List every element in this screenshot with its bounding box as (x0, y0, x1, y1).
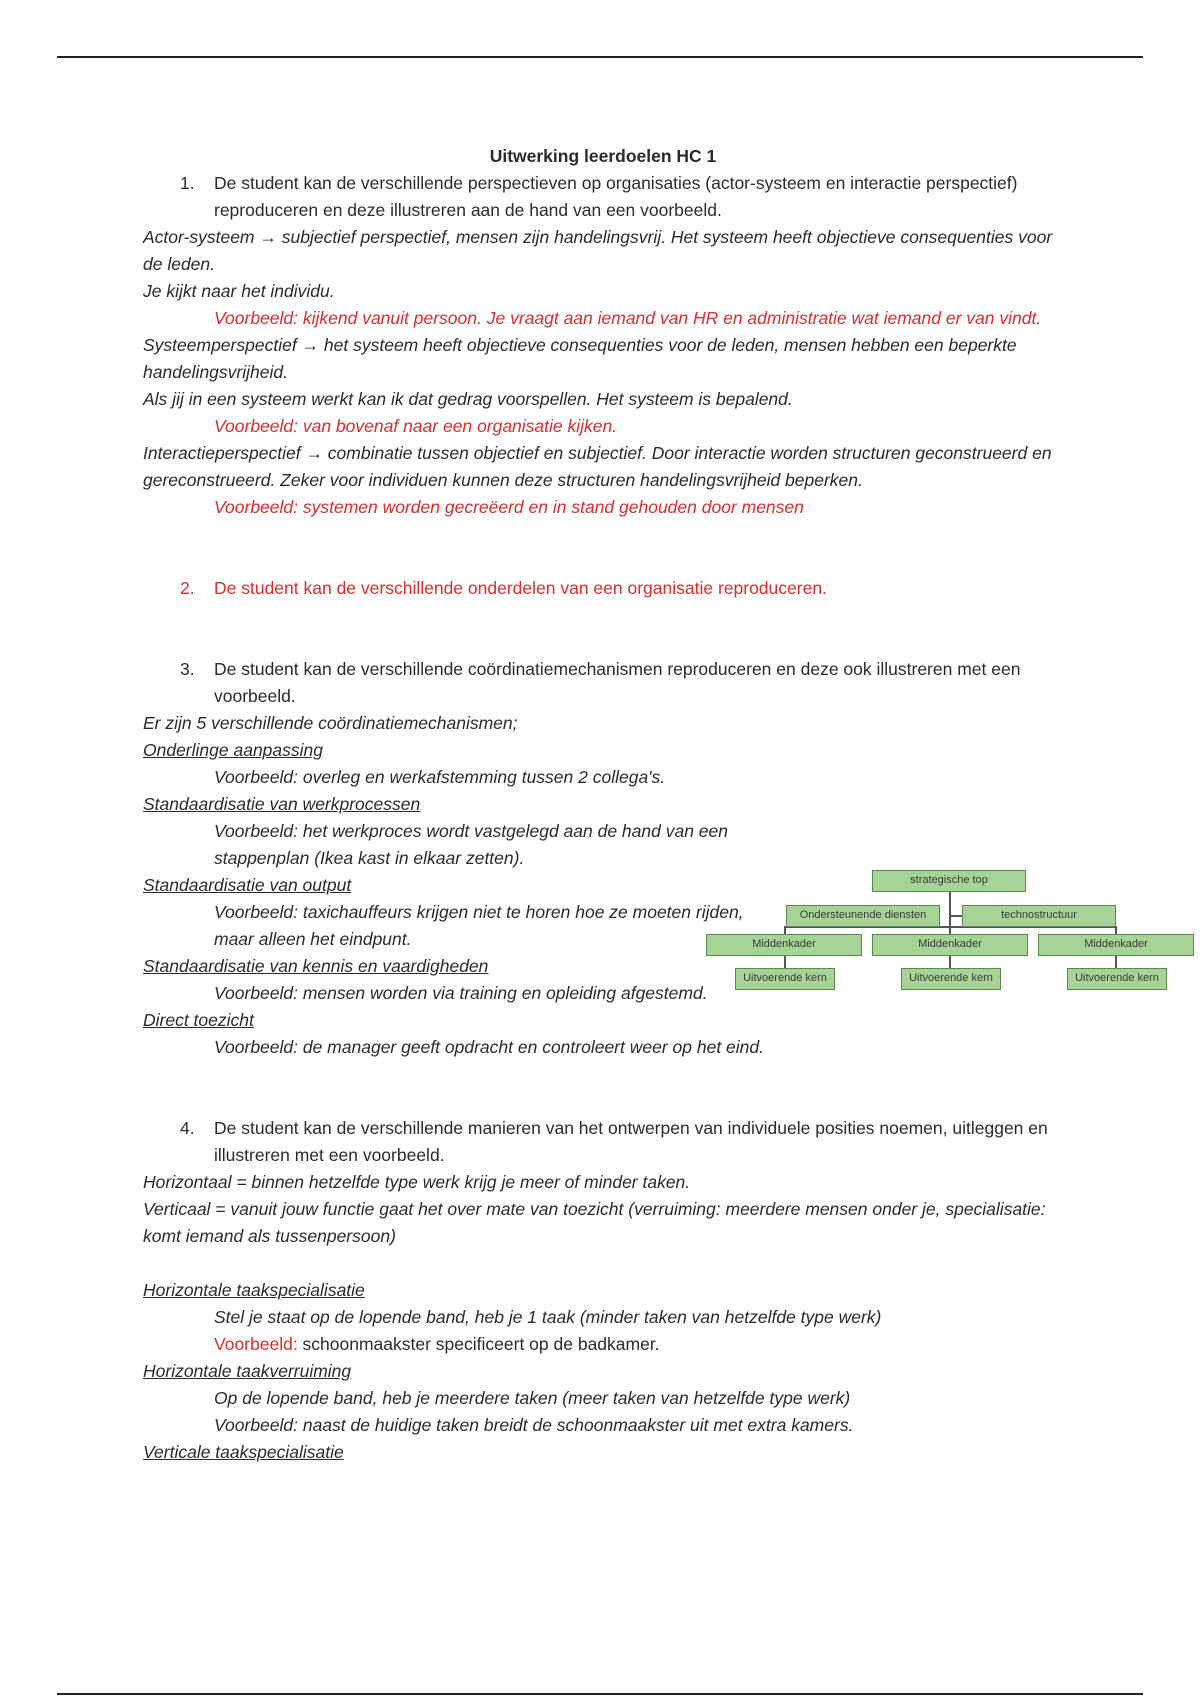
coordination-intro: Er zijn 5 verschillende coördinatiemechanismen; (143, 713, 518, 733)
example-label: Voorbeeld: (214, 1334, 298, 1354)
org-box-operating-core: Uitvoerende kern (901, 968, 1001, 990)
mechanism-example: Voorbeeld: de manager geeft opdracht en controleert weer op het eind. (214, 1037, 764, 1057)
design-heading: Horizontale taakspecialisatie (143, 1280, 365, 1300)
interaction-perspective-paragraph: Interactieperspectief → combinatie tussen objectief en subjectief. Door interactie worden structuren geconstrueerd en gereconstrueerd. Zeker voor individuen kunnen deze structuren handelingsvrijheid beperken. (143, 443, 1052, 490)
org-box-operating-core: Uitvoerende kern (1067, 968, 1167, 990)
org-box-middle-line: Middenkader (706, 934, 862, 956)
horizontal-definition: Horizontaal = binnen hetzelfde type werk krijg je meer of minder taken. (143, 1172, 691, 1192)
interaction-example: Voorbeeld: systemen worden gecreëerd en in stand gehouden door mensen (214, 497, 804, 517)
goal-number: 1. (180, 173, 195, 193)
learning-goal-3 (143, 656, 1063, 710)
vertical-definition: Verticaal = vanuit jouw functie gaat het over mate van toezicht (verruiming: meerdere mensen onder je, specialisatie: komt iemand als tussenpersoon) (143, 1199, 1046, 1246)
design-heading: Horizontale taakverruiming (143, 1361, 352, 1381)
goal-text: De student kan de verschillende manieren van het ontwerpen van individuele posities noemen, uitleggen en illustreren met een voorbeeld. (214, 1118, 1048, 1165)
org-box-technostructure: technostructuur (962, 905, 1116, 927)
org-box-operating-core: Uitvoerende kern (735, 968, 835, 990)
mechanism-example: Voorbeeld: mensen worden via training en opleiding afgestemd. (214, 983, 708, 1003)
learning-goal-1 (143, 170, 1063, 224)
goal-number: 4. (180, 1118, 195, 1138)
learning-goal-4 (143, 1115, 1063, 1169)
goal-text: De student kan de verschillende perspectieven op organisaties (actor-systeem en interactie perspectief) reproduceren en deze illustreren aan de hand van een voorbeeld. (214, 173, 1018, 220)
mechanism-heading: Standaardisatie van kennis en vaardigheden (143, 956, 489, 976)
header-rule (57, 56, 1143, 58)
design-text: Stel je staat op de lopende band, heb je 1 taak (minder taken van hetzelfde type werk) (214, 1307, 882, 1327)
org-box-middle-line: Middenkader (872, 934, 1028, 956)
mechanism-example: Voorbeeld: taxichauffeurs krijgen niet te horen hoe ze moeten rijden, maar alleen het eindpunt. (214, 902, 744, 949)
goal-text: De student kan de verschillende onderdelen van een organisatie reproduceren. (214, 578, 827, 598)
actor-example: Voorbeeld: kijkend vanuit persoon. Je vraagt aan iemand van HR en administratie wat iemand er van vindt. (214, 308, 1042, 328)
mechanism-heading: Standaardisatie van werkprocessen (143, 794, 421, 814)
design-example (143, 1331, 1063, 1358)
actor-individual-line: Je kijkt naar het individu. (143, 281, 335, 301)
goal-number: 3. (180, 659, 195, 679)
design-heading: Verticale taakspecialisatie (143, 1442, 344, 1462)
example-text: schoonmaakster specificeert op de badkamer. (297, 1334, 660, 1354)
org-box-strategic-apex: strategische top (872, 870, 1026, 892)
document-title: Uitwerking leerdoelen HC 1 (489, 146, 717, 166)
document-page (143, 143, 1063, 1466)
system-perspective-line: Als jij in een systeem werkt kan ik dat gedrag voorspellen. Het systeem is bepalend. (143, 389, 793, 409)
mechanism-heading: Onderlinge aanpassing (143, 740, 323, 760)
system-example: Voorbeeld: van bovenaf naar een organisatie kijken. (214, 416, 618, 436)
system-perspective-paragraph: Systeemperspectief → het systeem heeft objectieve consequenties voor de leden, mensen hebben een beperkte handelingsvrijheid. (143, 335, 1017, 382)
mechanism-heading: Direct toezicht (143, 1010, 254, 1030)
goal-text: De student kan de verschillende coördinatiemechanismen reproduceren en deze ook illustreren met een voorbeeld. (214, 659, 1021, 706)
learning-goal-2 (143, 575, 1063, 602)
footer-rule (57, 1693, 1143, 1695)
org-box-middle-line: Middenkader (1038, 934, 1194, 956)
org-box-support-staff: Ondersteunende diensten (786, 905, 940, 927)
mechanism-example: Voorbeeld: het werkproces wordt vastgelegd aan de hand van een stappenplan (Ikea kast in elkaar zetten). (214, 821, 729, 868)
goal-number: 2. (180, 578, 195, 598)
design-example: Voorbeeld: naast de huidige taken breidt de schoonmaakster uit met extra kamers. (214, 1415, 854, 1435)
design-text: Op de lopende band, heb je meerdere taken (meer taken van hetzelfde type werk) (214, 1388, 851, 1408)
organization-chart (706, 870, 1194, 1020)
actor-system-paragraph: Actor-systeem → subjectief perspectief, mensen zijn handelingsvrij. Het systeem heeft objectieve consequenties voor de leden. (143, 227, 1053, 274)
mechanism-heading: Standaardisatie van output (143, 875, 352, 895)
mechanism-example: Voorbeeld: overleg en werkafstemming tussen 2 collega's. (214, 767, 666, 787)
